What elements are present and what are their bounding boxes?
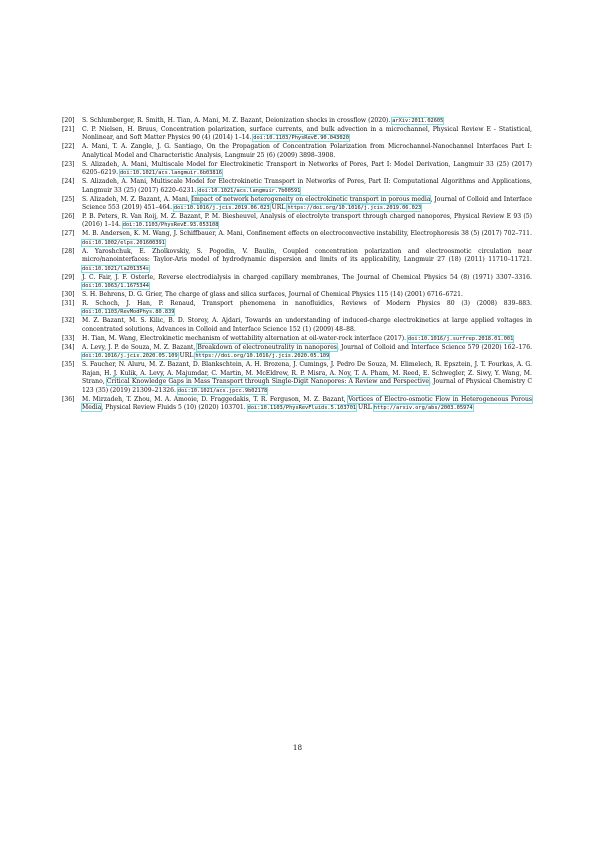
reference-doi-link[interactable]: doi:10.1016/j.jcis.2020.05.109 xyxy=(82,353,178,360)
reference-text: , Journal of Physical Chemistry C 123 (35) (2019) 21309–21326. xyxy=(82,378,532,394)
reference-number: [36] xyxy=(62,395,75,403)
reference-text: , Journal of Colloid and Interface Science 553 (2019) 451–464. xyxy=(82,195,532,212)
reference-text: , Physical Review Fluids 5 (10) (2020) 103701. xyxy=(101,403,248,411)
reference-item xyxy=(62,274,532,291)
reference-text: A. Levy, J. P. de Souza, M. Z. Bazant, xyxy=(82,343,198,351)
reference-item xyxy=(62,335,532,343)
reference-text: S. Alizadeh, A. Mani, Multiscale Model for Electrokinetic Transport in Networks of Pores, Part I: Model Derivation, Langmuir 33 (25) (2017) 6205–6219. xyxy=(82,160,532,177)
reference-item xyxy=(62,161,532,178)
reference-item xyxy=(62,396,532,413)
reference-text: P. B. Peters, R. Van Roij, M. Z. Bazant, P. M. Biesheuvel, Analysis of electrolyte transport through charged nanopores, Physical Review E 93 (5) (2016) 1–14. xyxy=(82,213,532,229)
reference-item xyxy=(62,300,532,317)
reference-item xyxy=(62,317,532,334)
reference-text: M. Z. Bazant, M. S. Kilic, B. D. Storey, A. Ajdari, Towards an understanding of induced-charge electrokinetics at large applied voltages in concentrated solutions, Advances in Colloid and Interface Science 152 (1) (2009) 48–88. xyxy=(82,317,532,333)
reference-doi-link[interactable]: doi:10.1103/RevModPhys.80.839 xyxy=(82,309,175,316)
reference-text: URL xyxy=(269,204,288,212)
reference-doi-link[interactable]: doi:10.1103/PhysRevE.93.053108 xyxy=(122,222,219,229)
reference-item xyxy=(62,344,532,361)
reference-doi-link[interactable]: doi:10.1021/acs.langmuir.7b00591 xyxy=(198,187,301,194)
reference-item xyxy=(62,117,532,125)
reference-number: [34] xyxy=(62,343,75,351)
reference-text: M. B. Andersen, K. M. Wang, J. Schiffbauer, A. Mani, Confinement effects on electroconvective instability, Electrophoresis 38 (5) (2017) 702–711. xyxy=(82,230,532,238)
reference-number: [32] xyxy=(62,317,75,325)
reference-doi-link[interactable]: https://doi.org/10.1016/j.jcis.2020.05.109 xyxy=(195,353,330,360)
reference-text: C. P. Nielsen, H. Bruus, Concentration polarization, surface currents, and bulk advection in a microchannel, Physical Review E - Statistical, Nonlinear, and Soft Matter Physics 90 (4) (2014) 1–14. xyxy=(82,126,532,142)
reference-doi-link[interactable]: doi:10.1063/1.1675344 xyxy=(82,283,149,290)
reference-item xyxy=(62,143,532,160)
reference-doi-link[interactable]: doi:10.1002/elps.201600391 xyxy=(82,239,165,246)
reference-doi-link[interactable]: doi:10.1016/j.jcis.2019.06.023 xyxy=(173,205,270,212)
reference-title-link[interactable]: Impact of network heterogeneity on electrokinetic transport in porous media xyxy=(191,195,431,203)
reference-doi-link[interactable]: https://doi.org/10.1016/j.jcis.2019.06.023 xyxy=(287,205,422,212)
reference-number: [26] xyxy=(62,213,75,221)
reference-number: [23] xyxy=(62,160,75,168)
reference-text: J. C. Fair, J. F. Osterle, Reverse electrodialysis in charged capillary membranes, The Journal of Chemical Physics 54 (8) (1971) 3307–3316. xyxy=(82,273,532,281)
reference-number: [27] xyxy=(62,230,75,238)
reference-number: [20] xyxy=(62,117,75,124)
reference-number: [30] xyxy=(62,291,75,299)
reference-number: [22] xyxy=(62,143,75,151)
reference-doi-link[interactable]: doi:10.1016/j.surfrep.2018.01.001 xyxy=(408,335,514,342)
reference-text: S. Alizadeh, A. Mani, Multiscale Model for Electrokinetic Transport in Networks of Pores, Part II: Computational Algorithms and Applications, Langmuir 33 (25) (2017) 6220–6231. xyxy=(82,178,532,194)
reference-item xyxy=(62,126,532,143)
reference-text: H. Tian, M. Wang, Electrokinetic mechanism of wettability alternation at oil-water-rock interface (2017). xyxy=(82,334,409,342)
reference-text: , Journal of Colloid and Interface Science 579 (2020) 162–176. xyxy=(336,343,533,351)
reference-text: URL xyxy=(177,352,196,360)
reference-number: [24] xyxy=(62,178,75,186)
reference-number: [25] xyxy=(62,195,75,203)
reference-number: [31] xyxy=(62,300,75,308)
reference-text: URL xyxy=(356,403,374,411)
reference-text: R. Schoch, J. Han, P. Renaud, Transport phenomena in nanofluidics, Reviews of Modern Physics 80 (3) (2008) 839–883. xyxy=(82,300,532,308)
reference-item xyxy=(62,361,532,395)
reference-item xyxy=(62,178,532,195)
reference-text: S. Schlumberger, R. Smith, H. Tian, A. Mani, M. Z. Bazant, Deionization shocks in crossflow (2020). xyxy=(82,117,393,124)
reference-list xyxy=(62,117,532,413)
reference-item xyxy=(62,248,532,273)
reference-text: S. H. Behrens, D. G. Grier, The charge of glass and silica surfaces, Journal of Chemical Physics 115 (14) (2001) 6716–6721. xyxy=(82,291,463,299)
reference-number: [21] xyxy=(62,126,75,133)
reference-item xyxy=(62,230,532,247)
reference-item xyxy=(62,291,532,299)
reference-doi-link[interactable]: doi:10.1103/PhysRevE.90.043020 xyxy=(253,135,349,142)
reference-text: A. Yaroshchuk, E. Zholkovskiy, S. Pogodin, V. Baulin, Coupled concentration polarization and electroosmotic circulation near micro/nanointerfaces: Taylor-Aris model of hydrodynamic dispersion and limits of its applicability, Langmuir 27 (18) (2011) 11710–11721. xyxy=(82,247,532,264)
reference-item xyxy=(62,213,532,230)
reference-title-link[interactable]: Critical Knowledge Gaps in Mass Transport through Single-Digit Nanopores: A Review and Perspective xyxy=(106,378,430,386)
reference-title-link[interactable]: Breakdown of electroneutrality in nanopores xyxy=(197,343,337,351)
reference-number: [28] xyxy=(62,247,75,255)
reference-number: [35] xyxy=(62,361,75,369)
reference-title-link[interactable]: Vortices of Electro-osmotic Flow in Heterogeneous Porous Media xyxy=(82,395,532,411)
reference-doi-link[interactable]: doi:10.1021/acs.langmuir.6b03816 xyxy=(119,170,222,177)
reference-doi-link[interactable]: http://arxiv.org/abs/2003.05974 xyxy=(373,404,473,411)
reference-number: [29] xyxy=(62,273,75,281)
reference-doi-link[interactable]: arXiv:2011.02605 xyxy=(392,118,444,124)
reference-text: S. Alizadeh, M. Z. Bazant, A. Mani, xyxy=(82,195,192,203)
reference-text: A. Mani, T. A. Zangle, J. G. Santiago, On the Propagation of Concentration Polarization from Microchannel-Nanochannel Interfaces Part I: Analytical Model and Characteristic Analysis, Langmuir 25 (6) (2009) 3898–3908. xyxy=(82,143,532,159)
reference-number: [33] xyxy=(62,334,75,342)
reference-item xyxy=(62,196,532,213)
reference-text: M. Mirzadeh, T. Zhou, M. A. Amooie, D. Fraggedakis, T. R. Ferguson, M. Z. Bazant, xyxy=(82,395,349,403)
reference-doi-link[interactable]: doi:10.1103/PhysRevFluids.5.103701 xyxy=(247,404,357,411)
page-number: 18 xyxy=(292,743,303,752)
reference-doi-link[interactable]: doi:10.1021/acs.jpcc.9b02178 xyxy=(177,387,268,394)
reference-doi-link[interactable]: doi:10.1021/la201354s xyxy=(82,265,149,272)
reference-text: S. Faucher, N. Aluru, M. Z. Bazant, D. Blankschtein, A. H. Brozena, J. Cumings, J. Pedro De Souza, M. Elimelech, R. Epsztein, J. T. Fourkas, A. G. Rajan, H. J. Kulik, A. Levy, A. Majumdar, C. Martin, M. McEldrew, R. P. Misra, A. Noy, T. A. Pham, M. Reed, E. Schwegler, Z. Siwy, Y. Wang, M. Strano, xyxy=(82,361,532,386)
